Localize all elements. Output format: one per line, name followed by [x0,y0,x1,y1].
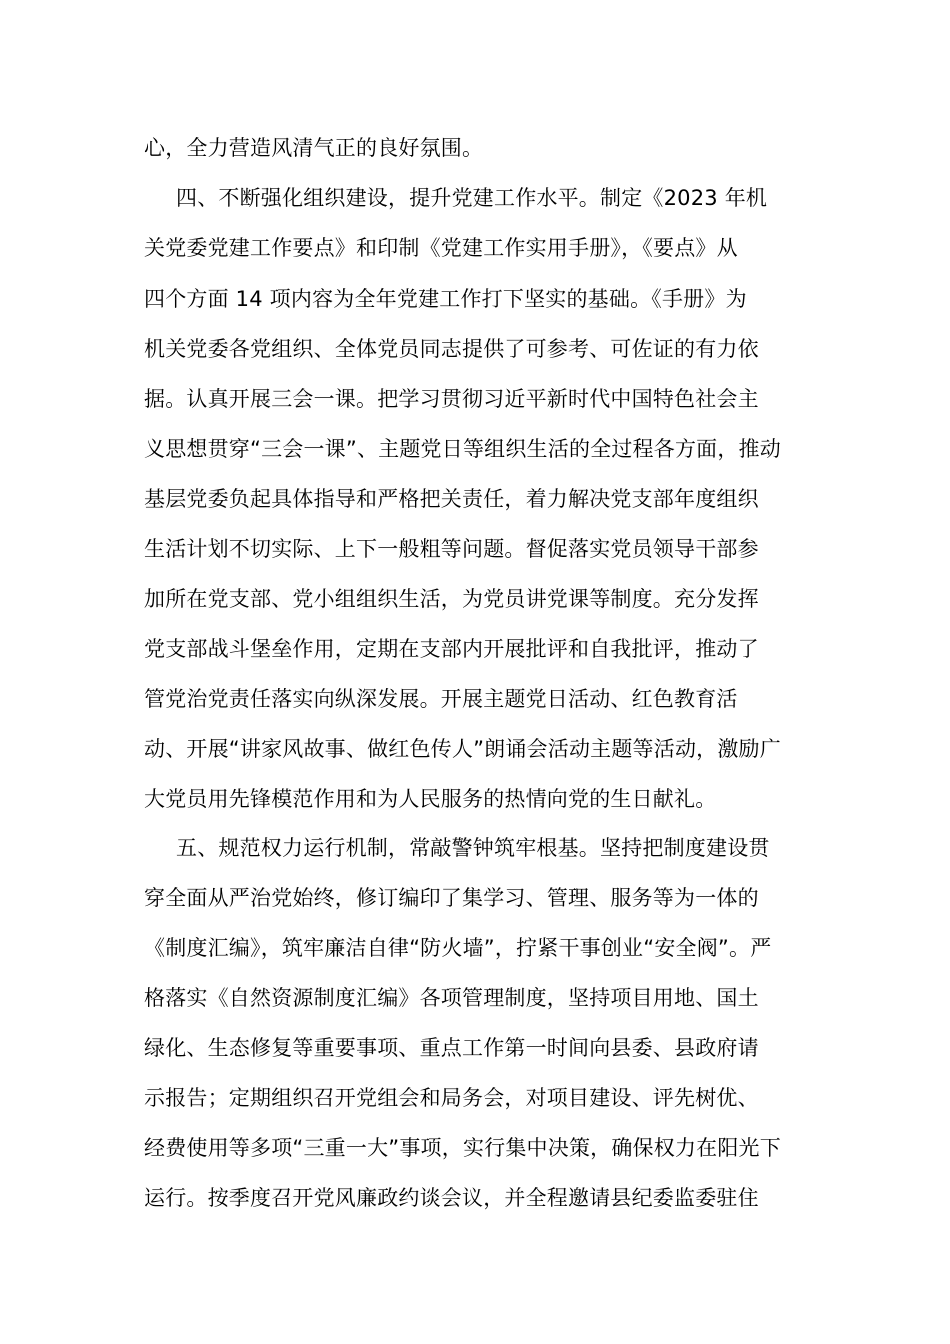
text-line: 生活计划不切实际、上下一般粗等问题。督促落实党员领导干部参 [144,537,759,561]
text-line: 四个方面 14 项内容为全年党建工作打下坚实的基础。《手册》为 [144,287,747,311]
text-line: 据。认真开展三会一课。把学习贯彻习近平新时代中国特色社会主 [144,387,759,411]
text-line: 心，全力营造风清气正的良好氛围。 [144,136,484,160]
text-line: 基层党委负起具体指导和严格把关责任，着力解决党支部年度组织 [144,487,759,511]
text-line: 大党员用先锋模范作用和为人民服务的热情向党的生日献礼。 [144,787,717,811]
text-line: 党支部战斗堡垒作用，定期在支部内开展批评和自我批评，推动了 [144,637,759,661]
text-line: 机关党委各党组织、全体党员同志提供了可参考、可佐证的有力依 [144,337,759,361]
text-line: 运行。按季度召开党风廉政约谈会议，并全程邀请县纪委监委驻住 [144,1186,759,1210]
text-line: 义思想贯穿“三会一课”、主题党日等组织生活的全过程各方面，推动 [144,437,781,461]
text-line: 四、不断强化组织建设，提升党建工作水平。制定《2023 年机 [176,186,768,210]
text-line: 管党治党责任落实向纵深发展。开展主题党日活动、红色教育活 [144,687,738,711]
text-line: 格落实《自然资源制度汇编》各项管理制度，坚持项目用地、国土 [144,986,759,1010]
text-line: 关党委党建工作要点》和印制《党建工作实用手册》，《要点》从 [144,236,738,260]
text-line: 经费使用等多项“三重一大”事项，实行集中决策，确保权力在阳光下 [144,1136,781,1160]
text-line: 示报告；定期组织召开党组会和局务会，对项目建设、评先树优、 [144,1086,759,1110]
text-line: 绿化、生态修复等重要事项、重点工作第一时间向县委、县政府请 [144,1036,759,1060]
text-line: 五、规范权力运行机制，常敲警钟筑牢根基。坚持把制度建设贯 [176,836,770,860]
text-line: 《制度汇编》，筑牢廉洁自律“防火墙”，拧紧干事创业“安全阀”。严 [144,936,772,960]
text-line: 穿全面从严治党始终，修订编印了集学习、管理、服务等为一体的 [144,886,759,910]
text-line: 加所在党支部、党小组组织生活，为党员讲党课等制度。充分发挥 [144,587,759,611]
text-line: 动、开展“讲家风故事、做红色传人”朗诵会活动主题等活动，激励广 [144,737,781,761]
